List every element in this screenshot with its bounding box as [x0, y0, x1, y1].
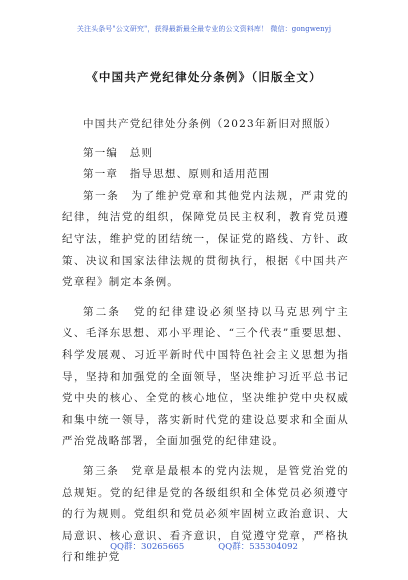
footer-contact [0, 540, 408, 552]
qq-group-1: QQ群：30265665 [110, 542, 185, 552]
document-subtitle: 中国共产党纪律处分条例（2023年新旧对照版） [83, 118, 337, 130]
article-3: 第三条 党章是最根本的党内法规，是管党治党的总规矩。党的纪律是党的各级组织和全体党员必须遵守的行为规则。党组织和党员必须牢固树立政治意识、大局意识、核心意识、看齐意识，自觉遵守党章，严格执行和维护党 [62, 464, 349, 564]
qq-group-2: QQ群：535304092 [218, 542, 298, 552]
article-1: 第一条 为了维护党章和其他党内法规，严肃党的纪律，纯洁党的组织，保障党员民主权利，教育党员遵纪守法，维护党的团结统一，保证党的路线、方针、政策、决议和国家法律法规的贯彻执行，根据《中国共产党章程》制定本条例。 [62, 189, 349, 289]
document-title: 《中国共产党纪律处分条例》（旧版全文） [86, 70, 322, 84]
document-body [62, 114, 349, 569]
chapter-heading: 第一章 指导思想、原则和适用范围 [83, 168, 271, 181]
article-2: 第二条 党的纪律建设必须坚持以马克思列宁主义、毛泽东思想、邓小平理论、“三个代表”重要思想、科学发展观、习近平新时代中国特色社会主义思想为指导，坚持和加强党的全面领导，坚决维护习近平总书记党中央的核心、全党的核心地位，坚决维护党中央权威和集中统一领导，落实新时代党的建设总要求和全面从严治党战略部署，全面加强党的纪律建设。 [62, 305, 349, 448]
promo-banner: 关注头条号"公文研究"，获得最新最全最专业的公文资料库！ 微信：gongwenyj [76, 25, 332, 33]
part-heading: 第一编 总则 [83, 146, 154, 159]
